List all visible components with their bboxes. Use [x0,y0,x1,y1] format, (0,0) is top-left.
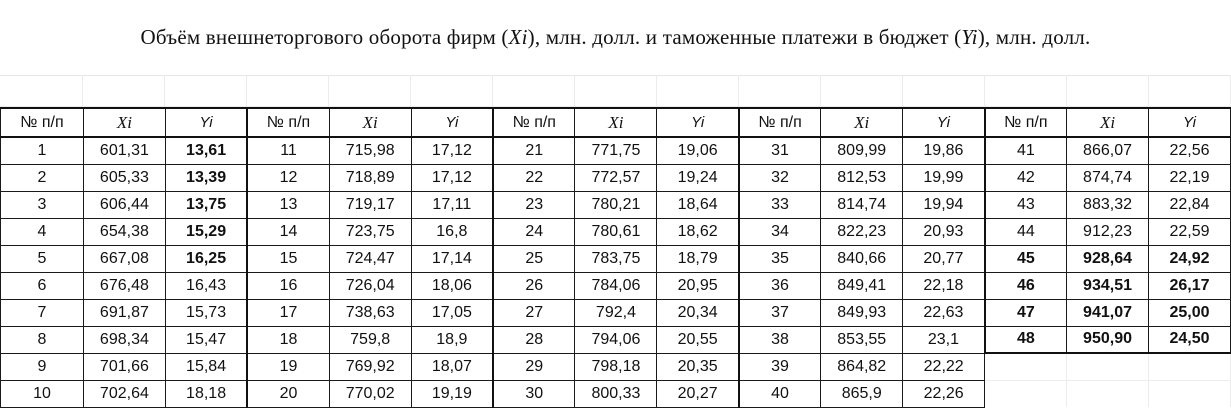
empty-cell[interactable] [493,75,575,107]
cell-y[interactable]: 15,47 [165,326,247,353]
cell-y[interactable]: 18,9 [411,326,493,353]
cell-x[interactable]: 784,06 [575,272,657,299]
table-row [1,164,1231,191]
cell-number[interactable]: 8 [1,326,84,353]
cell-y[interactable]: 17,12 [411,164,493,191]
cell-x[interactable]: 798,18 [575,353,657,380]
cell-y[interactable]: 13,61 [165,137,247,164]
cell-x[interactable]: 676,48 [83,272,165,299]
cell-number[interactable]: 23 [493,191,575,218]
cell-x[interactable]: 601,31 [83,137,165,164]
cell-x[interactable]: 840,66 [821,245,903,272]
cell-x[interactable]: 928,64 [1067,245,1149,272]
cell-x[interactable]: 726,04 [329,272,411,299]
empty-sheet-row [0,75,1231,107]
cell-x[interactable]: 605,33 [83,164,165,191]
cell-number[interactable]: 27 [493,299,575,326]
table-row [1,245,1231,272]
cell-x[interactable]: 780,61 [575,218,657,245]
table-row [1,191,1231,218]
empty-cell[interactable] [657,75,739,107]
header-y[interactable]: Yi [657,108,739,137]
cell-y[interactable]: 18,62 [657,218,739,245]
cell-number[interactable]: 28 [493,326,575,353]
cell-number[interactable]: 44 [985,218,1067,245]
cell-number[interactable]: 30 [493,380,575,407]
cell-x[interactable]: 780,21 [575,191,657,218]
cell-number[interactable]: 4 [1,218,84,245]
cell-y[interactable]: 20,35 [657,353,739,380]
cell-number[interactable]: 11 [247,137,329,164]
empty-cell[interactable] [985,75,1067,107]
cell-x[interactable]: 866,07 [1067,137,1149,164]
cell-number[interactable]: 41 [985,137,1067,164]
cell-number[interactable]: 37 [739,299,821,326]
cell-number[interactable]: 33 [739,191,821,218]
cell-number[interactable]: 21 [493,137,575,164]
cell-x[interactable]: 715,98 [329,137,411,164]
header-number[interactable]: № п/п [1,108,84,137]
cell-x[interactable]: 864,82 [821,353,903,380]
title-part-2: ), млн. долл. и таможенные платежи в бюджет ( [527,25,962,49]
table-row [1,218,1231,245]
header-y[interactable]: Yi [1148,108,1230,137]
cell-x[interactable]: 849,93 [821,299,903,326]
empty-cell[interactable] [821,75,903,107]
cell-y[interactable]: 17,14 [411,245,493,272]
cell-y[interactable]: 22,26 [903,380,985,407]
cell-y[interactable]: 20,27 [657,380,739,407]
cell-number[interactable]: 29 [493,353,575,380]
cell-x[interactable]: 772,57 [575,164,657,191]
cell-number[interactable]: 6 [1,272,84,299]
title-part-1: Объём внешнеторгового оборота фирм ( [140,25,509,49]
cell-x[interactable]: 654,38 [83,218,165,245]
empty-cell[interactable] [165,75,247,107]
table-row [1,137,1231,164]
cell-y[interactable]: 15,73 [165,299,247,326]
header-x[interactable]: Xi [575,108,657,137]
cell-y[interactable]: 19,19 [411,380,493,407]
cell-x[interactable]: 698,34 [83,326,165,353]
cell-number[interactable]: 20 [247,380,329,407]
cell-number[interactable]: 12 [247,164,329,191]
cell-x[interactable]: 667,08 [83,245,165,272]
cell-x[interactable]: 724,47 [329,245,411,272]
cell-number[interactable]: 9 [1,353,84,380]
empty-cell[interactable] [575,75,657,107]
cell-number[interactable]: 10 [1,380,84,407]
table-title [0,0,1231,76]
header-x[interactable]: Xi [83,108,165,137]
title-part-3: ), млн. долл. [977,25,1091,49]
cell-number[interactable]: 39 [739,353,821,380]
empty-cell[interactable] [985,380,1067,407]
empty-cell[interactable] [739,75,821,107]
cell-y[interactable]: 20,93 [903,218,985,245]
cell-x[interactable]: 934,51 [1067,272,1149,299]
header-number[interactable]: № п/п [985,108,1067,137]
cell-x[interactable]: 950,90 [1067,326,1149,353]
empty-cell[interactable] [83,75,165,107]
title-x-symbol: Xi [508,25,528,49]
cell-number[interactable]: 40 [739,380,821,407]
cell-number[interactable]: 13 [247,191,329,218]
cell-y[interactable]: 17,05 [411,299,493,326]
header-x[interactable]: Xi [821,108,903,137]
header-number[interactable]: № п/п [739,108,821,137]
cell-number[interactable]: 32 [739,164,821,191]
cell-x[interactable]: 759,8 [329,326,411,353]
cell-x[interactable]: 792,4 [575,299,657,326]
data-table [0,107,1231,408]
header-number[interactable]: № п/п [493,108,575,137]
cell-number[interactable]: 17 [247,299,329,326]
cell-number[interactable]: 34 [739,218,821,245]
cell-y[interactable]: 24,50 [1148,326,1230,353]
cell-number[interactable]: 18 [247,326,329,353]
cell-y[interactable]: 22,84 [1148,191,1230,218]
cell-number[interactable]: 48 [985,326,1067,353]
cell-x[interactable]: 865,9 [821,380,903,407]
cell-y[interactable]: 22,22 [903,353,985,380]
cell-number[interactable]: 7 [1,299,84,326]
cell-x[interactable]: 941,07 [1067,299,1149,326]
cell-number[interactable]: 25 [493,245,575,272]
empty-cell[interactable] [985,353,1067,380]
cell-number[interactable]: 16 [247,272,329,299]
cell-y[interactable]: 15,29 [165,218,247,245]
cell-y[interactable]: 19,06 [657,137,739,164]
cell-x[interactable]: 769,92 [329,353,411,380]
cell-x[interactable]: 800,33 [575,380,657,407]
cell-y[interactable]: 22,59 [1148,218,1230,245]
cell-y[interactable]: 19,86 [903,137,985,164]
cell-y[interactable]: 24,92 [1148,245,1230,272]
empty-cell[interactable] [247,75,329,107]
cell-y[interactable]: 18,07 [411,353,493,380]
cell-x[interactable]: 783,75 [575,245,657,272]
cell-number[interactable]: 19 [247,353,329,380]
cell-x[interactable]: 822,23 [821,218,903,245]
cell-y[interactable]: 17,11 [411,191,493,218]
header-y[interactable]: Yi [165,108,247,137]
table-row [1,380,1231,407]
empty-cell[interactable] [903,75,985,107]
cell-number[interactable]: 26 [493,272,575,299]
empty-cell[interactable] [329,75,411,107]
cell-x[interactable]: 702,64 [83,380,165,407]
cell-x[interactable]: 718,89 [329,164,411,191]
cell-y[interactable]: 18,06 [411,272,493,299]
cell-y[interactable]: 19,24 [657,164,739,191]
cell-y[interactable]: 15,84 [165,353,247,380]
cell-y[interactable]: 20,55 [657,326,739,353]
cell-x[interactable]: 912,23 [1067,218,1149,245]
cell-number[interactable]: 24 [493,218,575,245]
cell-y[interactable]: 17,12 [411,137,493,164]
cell-y[interactable]: 18,64 [657,191,739,218]
cell-x[interactable]: 770,02 [329,380,411,407]
empty-cell[interactable] [1149,75,1231,107]
cell-number[interactable]: 31 [739,137,821,164]
cell-y[interactable]: 23,1 [903,326,985,353]
cell-y[interactable]: 20,34 [657,299,739,326]
empty-cell[interactable] [1148,380,1230,407]
cell-number[interactable]: 22 [493,164,575,191]
cell-y[interactable]: 22,18 [903,272,985,299]
cell-y[interactable]: 22,63 [903,299,985,326]
header-number[interactable]: № п/п [247,108,329,137]
cell-x[interactable]: 883,32 [1067,191,1149,218]
empty-cell[interactable] [0,75,83,107]
cell-number[interactable]: 42 [985,164,1067,191]
cell-x[interactable]: 853,55 [821,326,903,353]
cell-number[interactable]: 38 [739,326,821,353]
header-y[interactable]: Yi [411,108,493,137]
cell-y[interactable]: 13,39 [165,164,247,191]
table-row [1,299,1231,326]
cell-y[interactable]: 22,19 [1148,164,1230,191]
cell-number[interactable]: 46 [985,272,1067,299]
empty-cell[interactable] [1067,380,1149,407]
cell-y[interactable]: 26,17 [1148,272,1230,299]
empty-cell[interactable] [1067,75,1149,107]
table-row [1,326,1231,353]
cell-y[interactable]: 16,43 [165,272,247,299]
table-row [1,272,1231,299]
cell-x[interactable]: 723,75 [329,218,411,245]
cell-x[interactable]: 719,17 [329,191,411,218]
cell-x[interactable]: 771,75 [575,137,657,164]
cell-y[interactable]: 20,77 [903,245,985,272]
cell-number[interactable]: 3 [1,191,84,218]
cell-number[interactable]: 47 [985,299,1067,326]
cell-y[interactable]: 22,56 [1148,137,1230,164]
header-x[interactable]: Xi [1067,108,1149,137]
cell-x[interactable]: 812,53 [821,164,903,191]
cell-number[interactable]: 35 [739,245,821,272]
table-row [1,353,1231,380]
cell-x[interactable]: 701,66 [83,353,165,380]
cell-number[interactable]: 43 [985,191,1067,218]
empty-cell[interactable] [1148,353,1230,380]
cell-y[interactable]: 20,95 [657,272,739,299]
cell-number[interactable]: 14 [247,218,329,245]
cell-y[interactable]: 16,25 [165,245,247,272]
empty-cell[interactable] [1067,353,1149,380]
cell-y[interactable]: 18,18 [165,380,247,407]
cell-y[interactable]: 19,94 [903,191,985,218]
cell-x[interactable]: 606,44 [83,191,165,218]
cell-x[interactable]: 691,87 [83,299,165,326]
cell-y[interactable]: 16,8 [411,218,493,245]
cell-y[interactable]: 25,00 [1148,299,1230,326]
cell-x[interactable]: 794,06 [575,326,657,353]
header-row [1,108,1231,137]
empty-cell[interactable] [411,75,493,107]
cell-number[interactable]: 36 [739,272,821,299]
cell-x[interactable]: 874,74 [1067,164,1149,191]
cell-y[interactable]: 18,79 [657,245,739,272]
cell-number[interactable]: 1 [1,137,84,164]
header-x[interactable]: Xi [329,108,411,137]
cell-x[interactable]: 814,74 [821,191,903,218]
cell-x[interactable]: 809,99 [821,137,903,164]
title-y-symbol: Yi [961,25,978,49]
header-y[interactable]: Yi [903,108,985,137]
cell-number[interactable]: 5 [1,245,84,272]
cell-x[interactable]: 849,41 [821,272,903,299]
cell-number[interactable]: 45 [985,245,1067,272]
cell-x[interactable]: 738,63 [329,299,411,326]
cell-y[interactable]: 19,99 [903,164,985,191]
cell-number[interactable]: 15 [247,245,329,272]
cell-number[interactable]: 2 [1,164,84,191]
cell-y[interactable]: 13,75 [165,191,247,218]
